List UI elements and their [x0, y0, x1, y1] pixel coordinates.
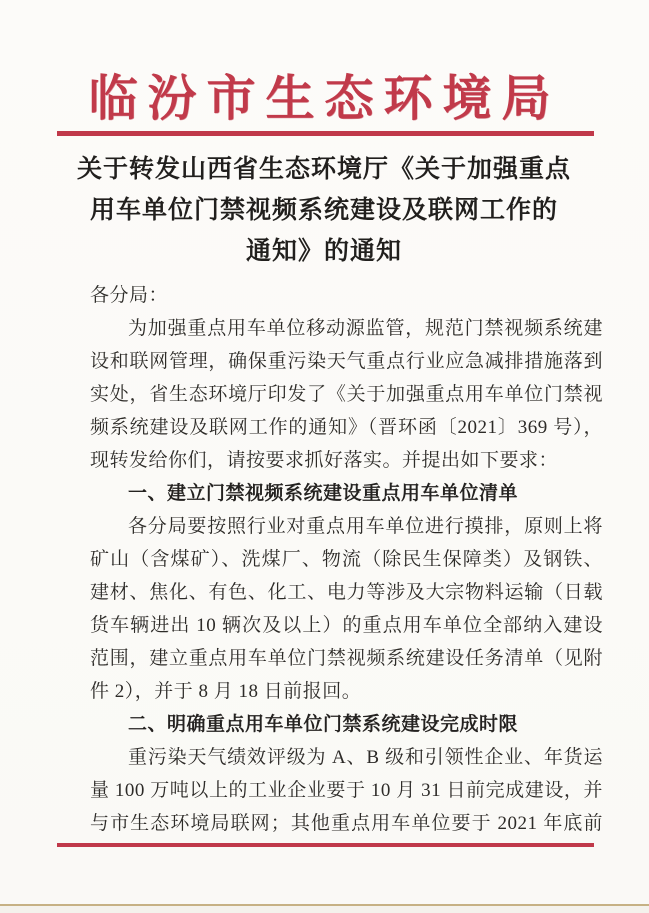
paragraph-2-line: 建材、焦化、有色、化工、电力等涉及大宗物料运输（日载: [90, 582, 603, 603]
paragraph-2-line: 各分局要按照行业对重点用车单位进行摸排，原则上将: [128, 516, 603, 537]
paragraph-1-line: 为加强重点用车单位移动源监管，规范门禁视频系统建: [128, 318, 603, 339]
document-title-line-1: 关于转发山西省生态环境厅《关于加强重点: [76, 156, 571, 183]
paragraph-1-line: 现转发给你们，请按要求抓好落实。并提出如下要求：: [90, 450, 559, 471]
section-heading-1: 一、建立门禁视频系统建设重点用车单位清单: [128, 483, 519, 504]
section-heading-2: 二、明确重点用车单位门禁系统建设完成时限: [128, 714, 519, 735]
paragraph-1-line: 设和联网管理，确保重污染天气重点行业应急减排措施落到: [90, 351, 603, 372]
document-title-line-2: 用车单位门禁视频系统建设及联网工作的: [89, 197, 558, 224]
paragraph-1-line: 实处，省生态环境厅印发了《关于加强重点用车单位门禁视: [90, 384, 603, 405]
paragraph-2-line: 范围，建立重点用车单位门禁视频系统建设任务清单（见附: [90, 648, 603, 669]
agency-letterhead: 临汾市生态环境局: [88, 71, 561, 126]
document-title: [68, 149, 580, 272]
scan-background-strip: [0, 906, 649, 913]
paragraph-3-line: 量 100 万吨以上的工业企业要于 10 月 31 日前完成建设，并: [90, 780, 603, 801]
document-body: [90, 279, 603, 840]
document-title-line-3: 通知》的通知: [245, 238, 402, 265]
salutation: 各分局：: [90, 285, 169, 306]
paragraph-1-line: 频系统建设及联网工作的通知》（晋环函〔2021〕369 号），: [90, 417, 603, 438]
paragraph-3-line: 重污染天气绩效评级为 A、B 级和引领性企业、年货运: [128, 747, 603, 768]
letterhead-double-rule: [57, 131, 594, 136]
paragraph-2-line: 货车辆进出 10 辆次及以上）的重点用车单位全部纳入建设: [90, 615, 603, 636]
paragraph-3-line: 与市生态环境局联网；其他重点用车单位要于 2021 年底前: [90, 813, 603, 834]
footer-double-rule: [57, 843, 594, 847]
paragraph-2-line: 矿山（含煤矿）、洗煤厂、物流（除民生保障类）及钢铁、: [90, 549, 603, 570]
paragraph-2-line: 件 2），并于 8 月 18 日前报回。: [90, 681, 362, 702]
